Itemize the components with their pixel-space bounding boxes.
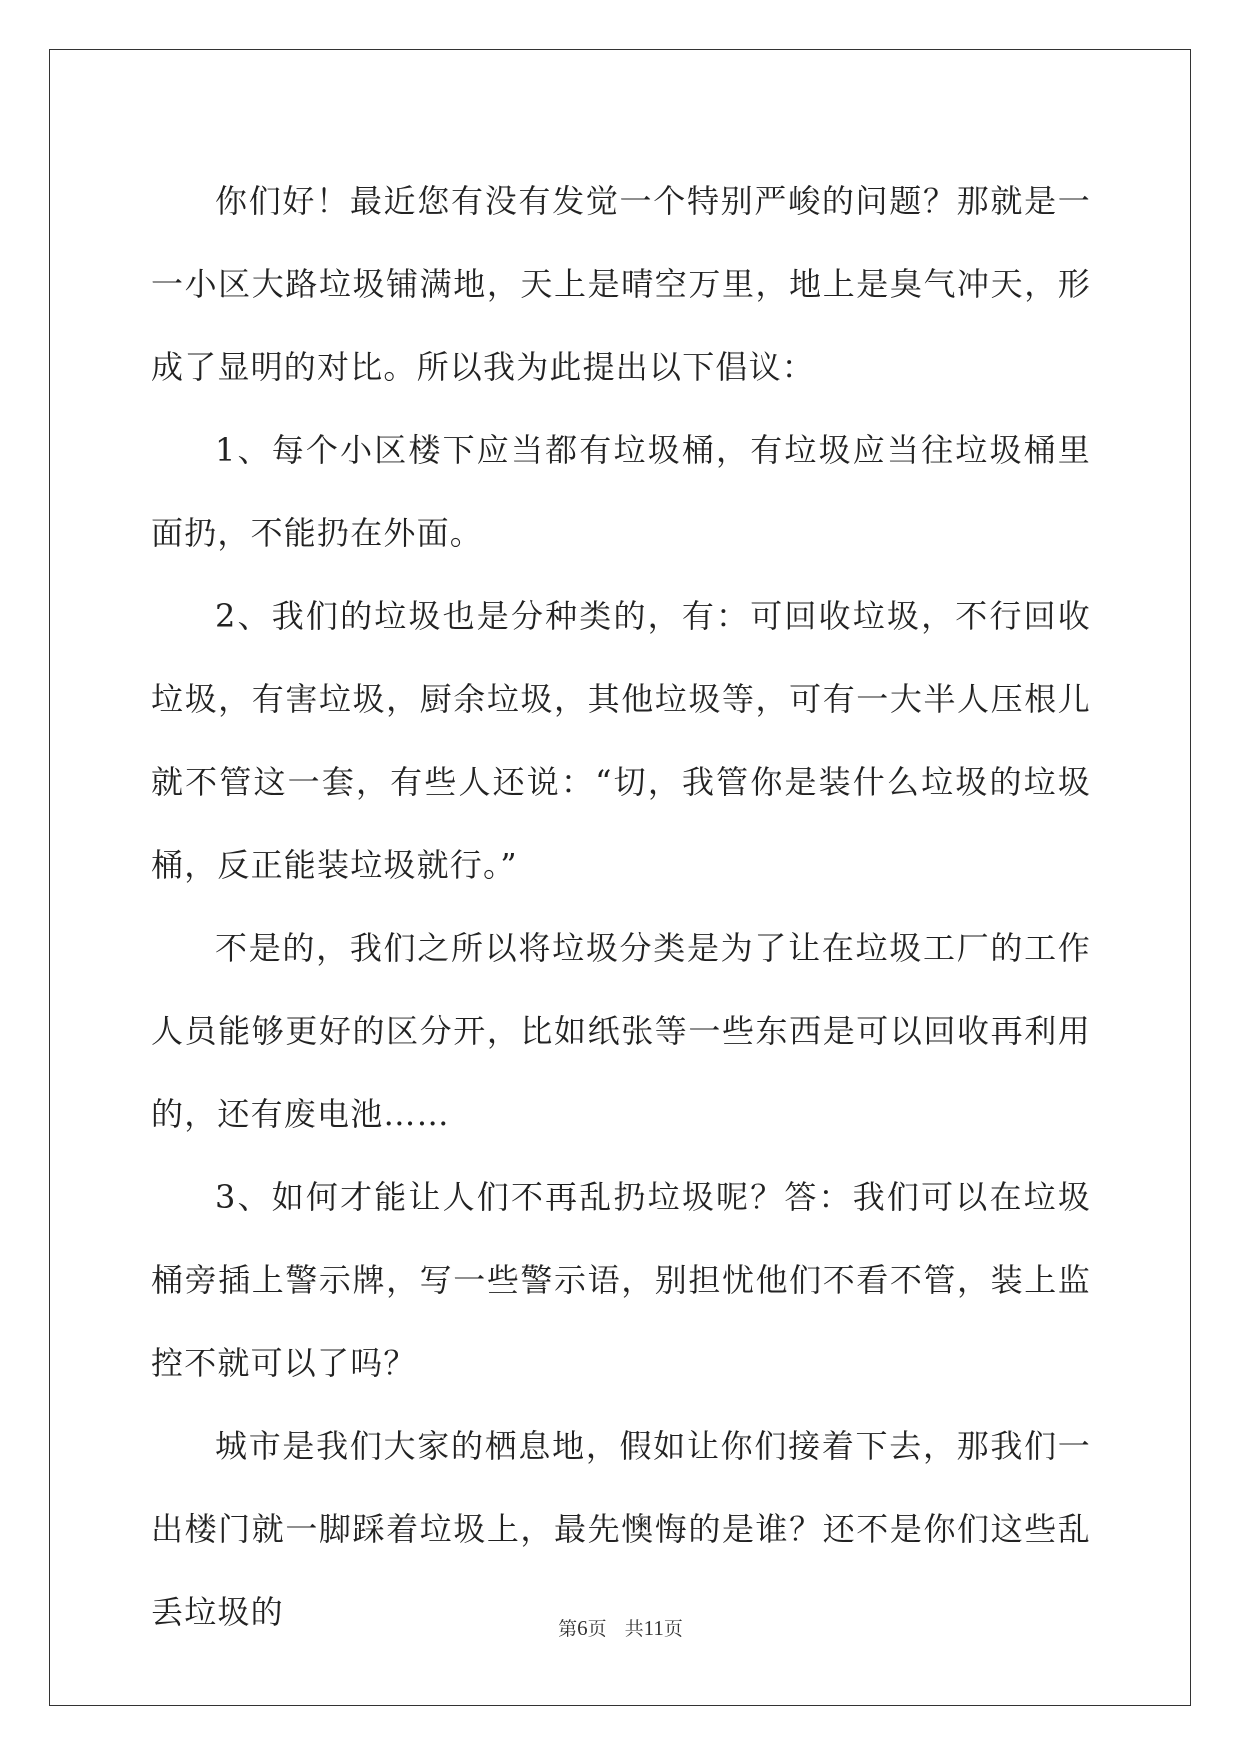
- page-suffix: 页: [587, 1618, 607, 1640]
- paragraph-point-1: 1、每个小区楼下应当都有垃圾桶，有垃圾应当往垃圾桶里面扔，不能扔在外面。: [151, 431, 1091, 552]
- current-page-number: 6: [577, 1616, 588, 1640]
- paragraph-intro: 你们好！最近您有没有发觉一个特别严峻的问题？那就是一一小区大路垃圾铺满地，天上是晴空万里，地上是臭气冲天，形成了显明的对比。所以我为此提出以下倡议：: [151, 182, 1091, 386]
- paragraph-closing: 城市是我们大家的栖息地，假如让你们接着下去，那我们一出楼门就一脚踩着垃圾上，最先懊悔的是谁？还不是你们这些乱丢垃圾的: [151, 1427, 1091, 1631]
- paragraph-point-2: 2、我们的垃圾也是分种类的，有：可回收垃圾，不行回收垃圾，有害垃圾，厨余垃圾，其他垃圾等，可有一大半人压根儿就不管这一套，有些人还说：“切，我管你是装什么垃圾的垃圾桶，反正能装垃圾就行。”: [151, 597, 1091, 884]
- total-page-count: 11: [643, 1616, 664, 1640]
- page-prefix: 第: [558, 1618, 578, 1640]
- paragraph-explanation: 不是的，我们之所以将垃圾分类是为了让在垃圾工厂的工作人员能够更好的区分开，比如纸张等一些东西是可以回收再利用的，还有废电池……: [151, 929, 1091, 1133]
- paragraph-point-3: 3、如何才能让人们不再乱扔垃圾呢？答：我们可以在垃圾桶旁插上警示牌，写一些警示语，别担忧他们不看不管，装上监控不就可以了吗？: [151, 1178, 1091, 1382]
- page-footer: [0, 1614, 1241, 1641]
- total-prefix: 共: [624, 1618, 644, 1640]
- total-suffix: 页: [663, 1618, 683, 1640]
